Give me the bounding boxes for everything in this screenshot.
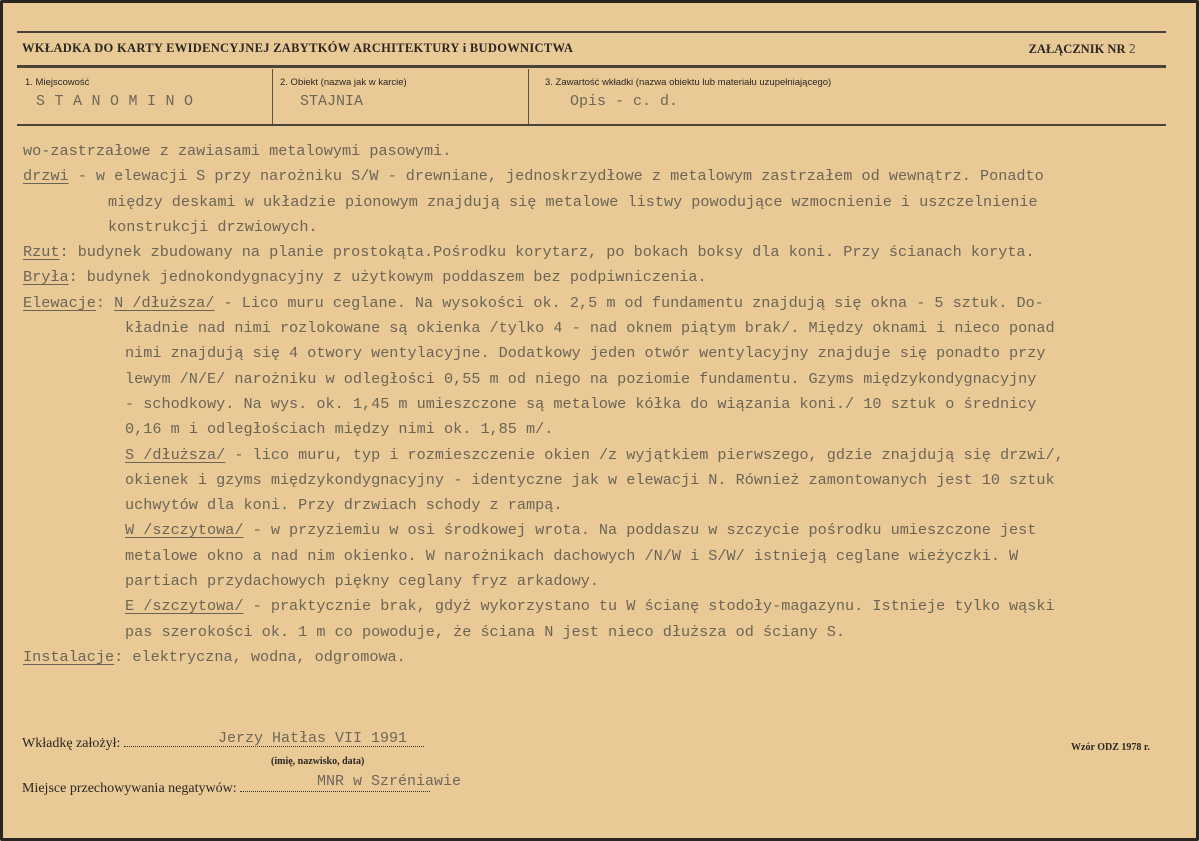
storage-label-text: Miejsce przechowywania negatywów: xyxy=(22,781,237,796)
text-line xyxy=(23,190,1173,215)
text-span: : elektryczna, wodna, odgromowa. xyxy=(114,647,406,666)
object-label: 2. Obiekt (nazwa jak w karcie) xyxy=(280,77,407,88)
text-span: kładnie nad nimi rozlokowane są okienka /tylko 4 - nad oknem piątym brak/. Między oknami i nieco ponad xyxy=(125,319,1055,338)
text-line xyxy=(23,215,1173,240)
underlined-heading: Elewacje xyxy=(23,293,96,312)
underlined-heading: E /szczytowa/ xyxy=(125,597,244,616)
fields-rule xyxy=(17,124,1166,126)
form-note: Wzór ODZ 1978 r. xyxy=(1071,742,1150,753)
annex-label: ZAŁĄCZNIK NR xyxy=(1028,42,1126,56)
text-line xyxy=(23,367,1173,392)
text-line xyxy=(23,265,1173,290)
text-span: - w elewacji S przy narożniku S/W - drewniane, jednoskrzydłowe z metalowym zastrzałem od wewnątrz. Ponadto xyxy=(68,167,1044,186)
underlined-heading: W /szczytowa/ xyxy=(125,521,244,540)
underlined-heading: Instalacje xyxy=(23,647,115,666)
text-line xyxy=(23,544,1173,569)
text-span: konstrukcji drzwiowych. xyxy=(108,217,318,236)
text-span: pas szerokości ok. 1 m co powoduje, że ściana N jest nieco dłuższa od ściany S. xyxy=(125,622,846,641)
field-divider xyxy=(272,69,273,124)
underlined-heading: Rzut xyxy=(23,243,60,262)
text-span: lewym /N/E/ narożniku w odległości 0,55 m od niego na poziomie fundamentu. Gzyms międzykondygnacyjny xyxy=(125,369,1037,388)
text-line xyxy=(23,594,1173,619)
text-span: metalowe okno a nad nim okienko. W narożnikach dachowych /N/W i S/W/ istnieją ceglane wieżyczki. W xyxy=(125,546,1019,565)
text-span: - praktycznie brak, gdyż wykorzystano tu W ścianę stodoły-magazynu. Istnieje tylko wąski xyxy=(243,597,1055,616)
text-line xyxy=(23,493,1173,518)
text-span: uchwytów dla koni. Przy drzwiach schody z rampą. xyxy=(125,496,563,515)
text-span: : budynek zbudowany na planie prostokąta.Pośrodku korytarz, po bokach boksy dla koni. Przy ścianach koryta. xyxy=(59,243,1035,262)
text-span: między deskami w układzie pionowym znajdują się metalowe listwy powodujące wzmocnienie i uszczelnienie xyxy=(108,192,1038,211)
text-span: 0,16 m i odległościach między nimi ok. 1,85 m/. xyxy=(125,420,554,439)
text-line xyxy=(23,569,1173,594)
text-span: - w przyziemiu w osi środkowej wrota. Na poddaszu w szczycie pośrodku umieszczone jest xyxy=(243,521,1037,540)
text-span: nimi znajdują się 4 otwory wentylacyjne. Dodatkowy jeden otwór wentylacyjny znajduje się ponadto przy xyxy=(125,344,1046,363)
underlined-heading: Bryła xyxy=(23,268,69,287)
text-line xyxy=(23,139,1173,164)
author-value: Jerzy Hatłas VII 1991 xyxy=(218,730,408,747)
place-label: 1. Miejscowość xyxy=(25,77,90,88)
description-text xyxy=(23,139,1173,670)
text-span: okienek i gzyms międzykondygnacyjny - identyczne jak w elewacji N. Również zamontowanych jest 10 sztuk xyxy=(125,470,1055,489)
content-value: Opis - c. d. xyxy=(570,93,679,110)
text-line xyxy=(23,240,1173,265)
text-line xyxy=(23,620,1173,645)
annex-number-value: 2 xyxy=(1128,41,1136,56)
text-line xyxy=(23,443,1173,468)
underlined-heading: drzwi xyxy=(23,167,69,186)
text-line xyxy=(23,291,1173,316)
text-line xyxy=(23,468,1173,493)
annex-number xyxy=(1029,41,1136,57)
object-value: STAJNIA xyxy=(300,93,364,110)
place-value: STANOMINO xyxy=(36,93,203,110)
text-span: - lico muru, typ i rozmieszczenie okien /z wyjątkiem pierwszego, gdzie znajdują się drzwi/, xyxy=(225,445,1064,464)
text-span: wo-zastrzałowe z zawiasami metalowymi pasowymi. xyxy=(23,142,452,160)
text-line xyxy=(23,645,1173,670)
storage-value: MNR w Szréniawie xyxy=(317,773,462,790)
field-divider xyxy=(528,69,529,124)
author-hint: (imię, nazwisko, data) xyxy=(271,756,365,767)
text-span: : xyxy=(95,293,115,312)
author-label-text: Wkładkę założył: xyxy=(22,736,121,751)
text-line xyxy=(23,164,1173,189)
content-label: 3. Zawartość wkładki (nazwa obiektu lub materiału uzupełniającego) xyxy=(545,77,832,88)
form-title: WKŁADKA DO KARTY EWIDENCYJNEJ ZABYTKÓW ARCHITEKTURY i BUDOWNICTWA xyxy=(22,41,574,55)
text-span: - schodkowy. Na wys. ok. 1,45 m umieszczone są metalowe kółka do wiązania koni./ 10 sztuk o średnicy xyxy=(125,394,1037,413)
underlined-heading: N /dłuższa/ xyxy=(114,293,215,312)
text-line xyxy=(23,341,1173,366)
storage-line xyxy=(240,791,430,792)
top-rule xyxy=(17,31,1166,33)
text-span: : budynek jednokondygnacyjny z użytkowym poddaszem bez podpiwniczenia. xyxy=(68,268,707,287)
header-rule xyxy=(17,65,1166,68)
text-line xyxy=(23,316,1173,341)
underlined-heading: S /dłuższa/ xyxy=(125,445,226,464)
text-span: partiach przydachowych piękny ceglany fryz arkadowy. xyxy=(125,572,599,591)
text-line xyxy=(23,392,1173,417)
text-line xyxy=(23,417,1173,442)
text-span: - Lico muru ceglane. Na wysokości ok. 2,5 m od fundamentu znajdują się okna - 5 sztuk. Do- xyxy=(214,293,1044,312)
text-line xyxy=(23,518,1173,543)
